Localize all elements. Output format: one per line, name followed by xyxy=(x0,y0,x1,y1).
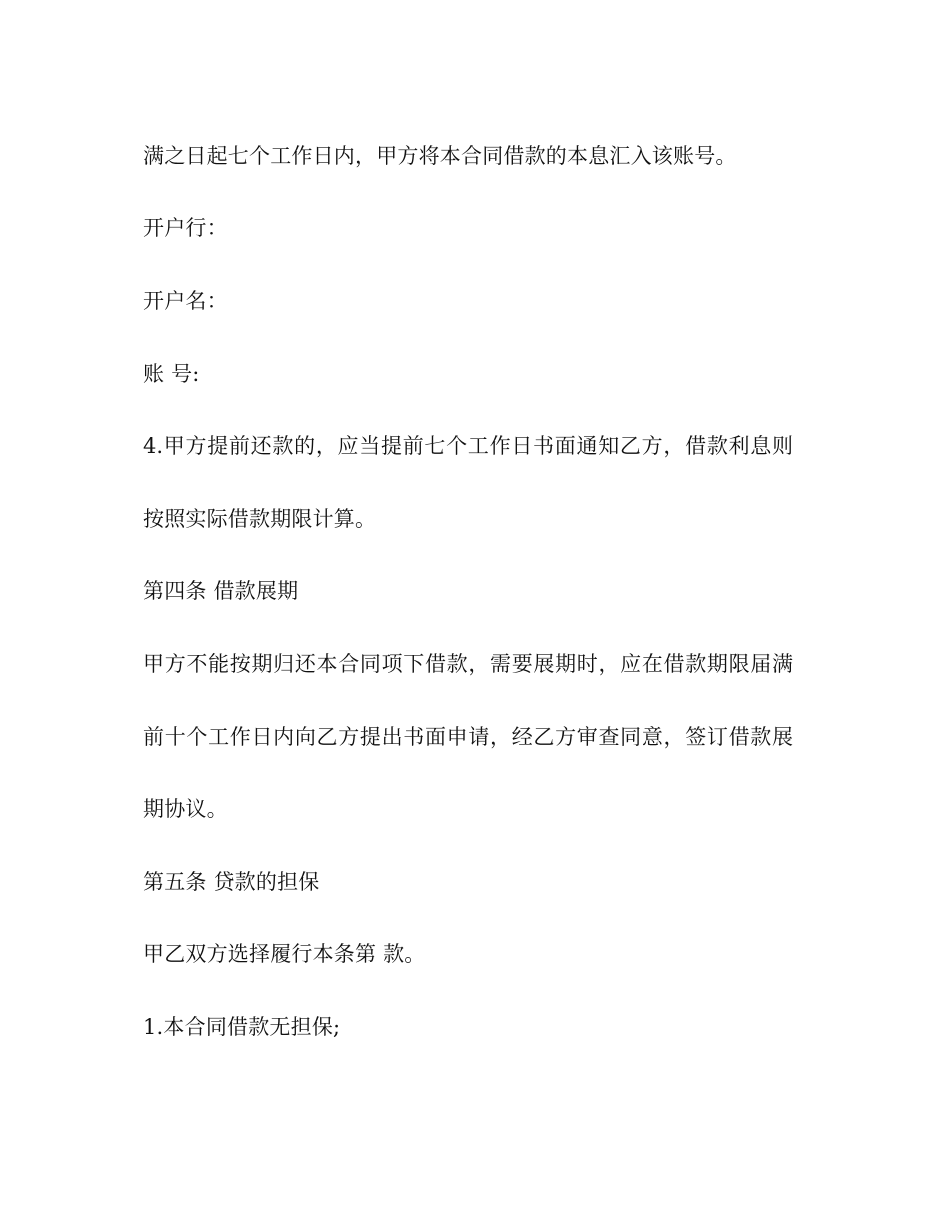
paragraph-line: 满之日起七个工作日内，甲方将本合同借款的本息汇入该账号。 xyxy=(143,144,737,168)
bank-name-label: 开户行： xyxy=(143,216,228,240)
paragraph-line: 甲乙双方选择履行本条第 款。 xyxy=(143,942,426,966)
paragraph-line: 4.甲方提前还款的，应当提前七个工作日书面通知乙方，借款利息则 xyxy=(143,434,793,458)
section-heading-article-5: 第五条 贷款的担保 xyxy=(143,870,320,894)
account-name-label: 开户名： xyxy=(143,289,228,313)
paragraph-line: 按照实际借款期限计算。 xyxy=(143,507,377,531)
list-item: 1.本合同借款无担保; xyxy=(143,1015,341,1039)
account-number-label: 账 号: xyxy=(143,362,200,386)
paragraph-line: 期协议。 xyxy=(143,797,228,821)
section-heading-article-4: 第四条 借款展期 xyxy=(143,579,299,603)
paragraph-line: 甲方不能按期归还本合同项下借款，需要展期时，应在借款期限届满 xyxy=(143,652,793,676)
paragraph-line: 前十个工作日内向乙方提出书面申请，经乙方审查同意，签订借款展 xyxy=(143,725,793,749)
